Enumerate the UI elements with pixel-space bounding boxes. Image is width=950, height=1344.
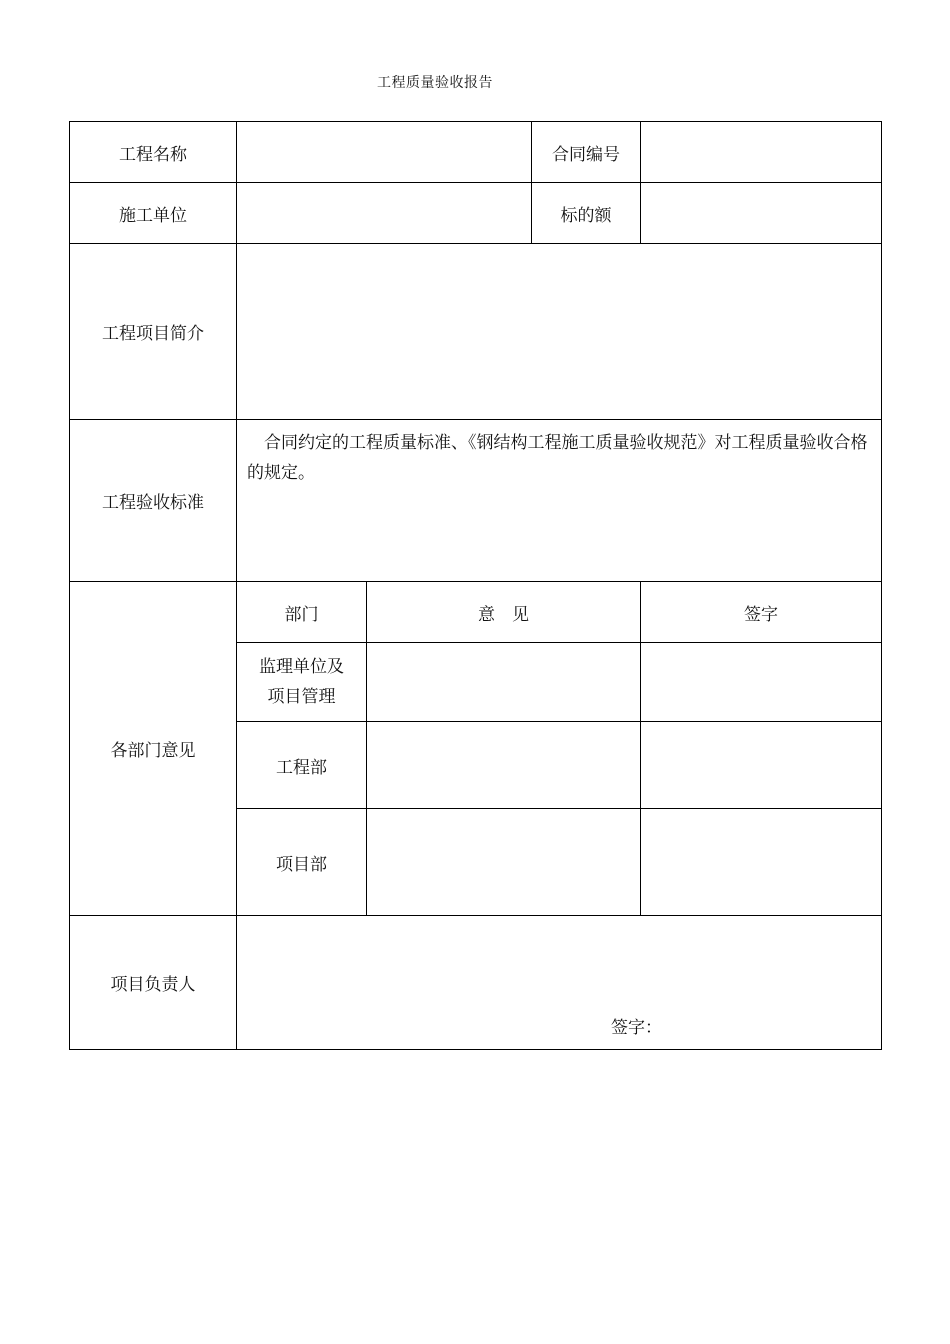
contractor-field[interactable] [237, 183, 532, 244]
row-project-intro [70, 244, 882, 420]
department-header: 部门 [237, 582, 367, 643]
signature-field[interactable] [641, 809, 882, 916]
opinion-field[interactable] [367, 643, 641, 722]
department-name [237, 643, 367, 722]
acceptance-standard-label: 工程验收标准 [70, 420, 237, 582]
department-opinions-label: 各部门意见 [70, 582, 237, 916]
department-name-line2: 项目管理 [267, 687, 336, 707]
document-title: 工程质量验收报告 [377, 75, 493, 91]
row-project-lead [70, 916, 882, 1050]
opinion-field[interactable] [367, 809, 641, 916]
department-name: 工程部 [237, 722, 367, 809]
row-acceptance-standard [70, 420, 882, 582]
project-lead-field[interactable] [237, 916, 882, 1050]
row-project-name [70, 122, 882, 183]
project-name-field[interactable] [237, 122, 532, 183]
acceptance-report-table [69, 121, 882, 1050]
department-name-line1: 监理单位及 [259, 657, 344, 677]
contract-no-field[interactable] [641, 122, 882, 183]
project-intro-label: 工程项目简介 [70, 244, 237, 420]
acceptance-standard-text: 合同约定的工程质量标准、《钢结构工程施工质量验收规范》对工程质量验收合格的规定。 [237, 420, 882, 582]
opinion-header: 意 见 [367, 582, 641, 643]
project-intro-field[interactable] [237, 244, 882, 420]
opinion-field[interactable] [367, 722, 641, 809]
project-lead-label: 项目负责人 [70, 916, 237, 1050]
signature-header: 签字 [641, 582, 882, 643]
contract-no-label: 合同编号 [532, 122, 641, 183]
signature-field[interactable] [641, 722, 882, 809]
opinions-header-row [70, 582, 882, 643]
row-contractor [70, 183, 882, 244]
contractor-label: 施工单位 [70, 183, 237, 244]
signature-field[interactable] [641, 643, 882, 722]
department-name: 项目部 [237, 809, 367, 916]
project-name-label: 工程名称 [70, 122, 237, 183]
bid-amount-field[interactable] [641, 183, 882, 244]
project-lead-signature-label: 签字： [611, 1018, 662, 1038]
bid-amount-label: 标的额 [532, 183, 641, 244]
